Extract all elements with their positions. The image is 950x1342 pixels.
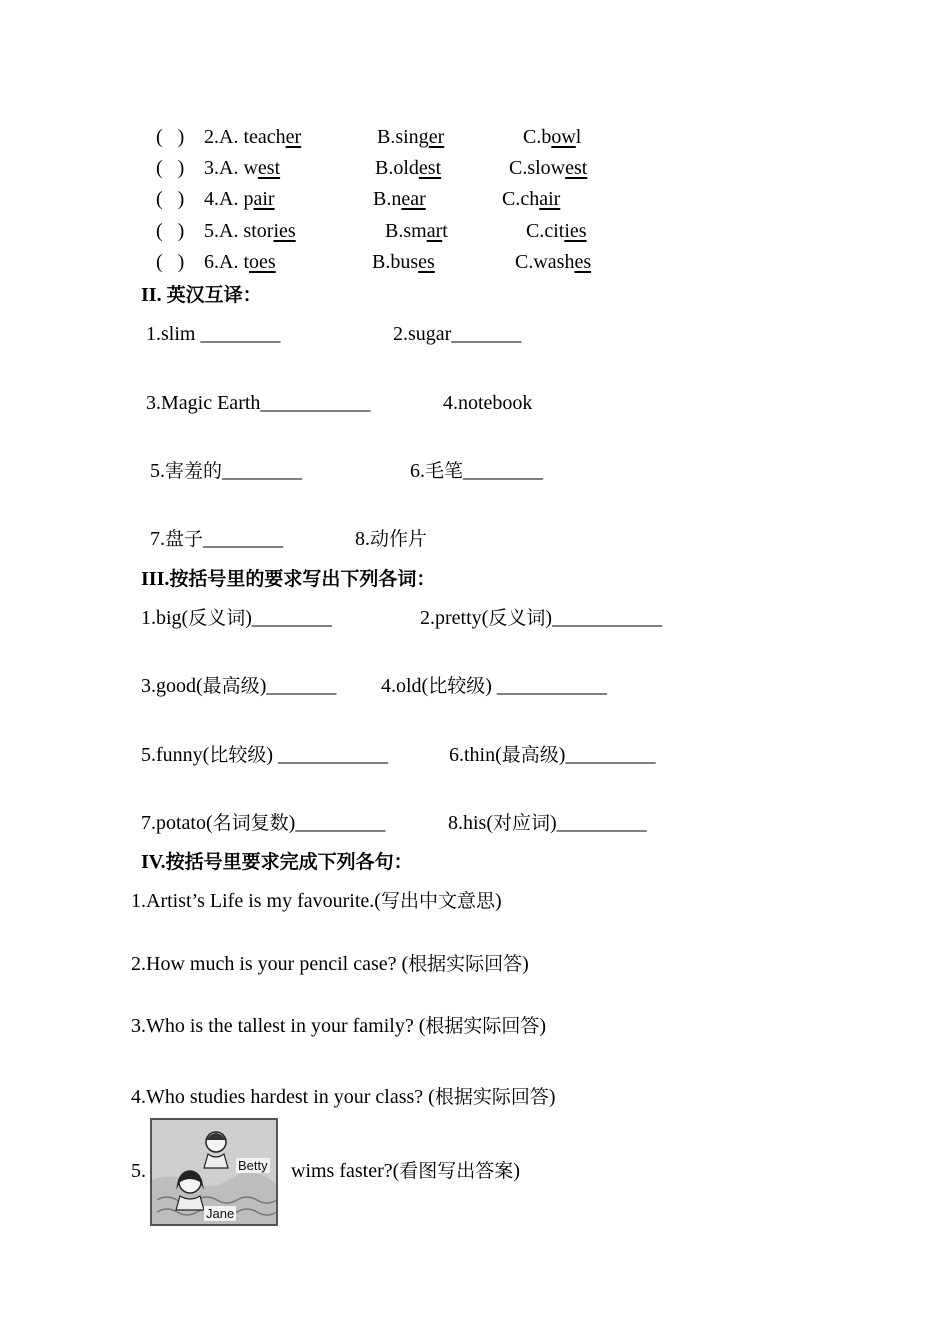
section-2-number: II. (141, 284, 167, 306)
sentence-text: 1.Artist’s Life is my favourite.( (131, 890, 381, 912)
question-number: 4.A. (204, 188, 244, 210)
word-form-requirement: 比较级 (209, 744, 267, 766)
section-3-heading (141, 567, 435, 591)
translate-item-4: 4.notebook (443, 392, 533, 414)
sentence-task (131, 889, 502, 913)
option-b-text: B.sm (385, 220, 427, 242)
option-c (502, 187, 560, 211)
label-betty: Betty (238, 1158, 268, 1173)
question-number: 5.A. (204, 220, 244, 242)
word-form-item (141, 743, 388, 767)
option-b-underlined: er (428, 126, 445, 148)
word-form-requirement: 名词复数 (212, 812, 289, 834)
sentence-task (131, 1085, 556, 1109)
word-form-requirement: 反义词 (188, 607, 246, 629)
sentence-instruction: 根据实际回答 (434, 1086, 549, 1108)
word-form-word: 5.funny( (141, 744, 210, 766)
option-c-underlined: ies (564, 220, 587, 242)
option-c-underlined: est (565, 157, 588, 179)
sentence-close: ) (548, 1086, 556, 1108)
translate-item-6 (410, 459, 543, 483)
section-2-heading (141, 283, 262, 307)
option-c (523, 125, 581, 149)
option-a-text: p (243, 188, 254, 210)
word-form-item (381, 674, 607, 698)
word-form-item (141, 674, 336, 698)
option-c-text: C.wash (515, 251, 575, 273)
item-8-chinese: 动作片 (370, 528, 428, 550)
answer-parentheses: ( ) (156, 188, 185, 210)
word-form-blank: )_________ (288, 812, 386, 834)
word-form-word: 2.pretty( (420, 607, 489, 629)
item-8-number: 8. (355, 528, 370, 550)
option-a-underlined: oes (249, 251, 276, 273)
word-form-item (448, 811, 647, 835)
option-b-text: B.old (375, 157, 419, 179)
sentence-close: ) (539, 1015, 547, 1037)
word-form-blank: )_________ (550, 812, 647, 834)
sentence-instruction: 根据实际回答 (408, 953, 523, 975)
word-form-blank: )_______ (259, 675, 337, 697)
question-number: 6.A. (204, 251, 244, 273)
option-b-text: B.sing (377, 126, 429, 148)
option-a (204, 219, 296, 243)
option-c (515, 250, 591, 274)
word-form-word: 7.potato( (141, 812, 213, 834)
section-4-number: IV. (141, 851, 166, 873)
word-form-blank: )___________ (545, 607, 662, 629)
sentence-close: ) (513, 1160, 520, 1182)
sentence-close: ) (522, 953, 529, 975)
item-6-blank: ________ (463, 460, 544, 482)
word-form-blank: )________ (245, 607, 332, 629)
word-form-item (141, 811, 385, 835)
word-form-word: 1.big( (141, 607, 189, 629)
option-c-text: C.ch (502, 188, 540, 210)
option-c (526, 219, 587, 243)
word-form-word: 3.good( (141, 675, 203, 697)
sentence-text: wims faster?( (291, 1160, 400, 1182)
option-a-underlined: er (285, 126, 302, 148)
sentence-instruction: 写出中文意思 (380, 890, 495, 912)
option-c-text: C.b (523, 126, 552, 148)
answer-parentheses: ( ) (156, 251, 185, 273)
section-4-title: 按括号里要求完成下列各句： (165, 851, 413, 873)
sentence-task (131, 1014, 546, 1038)
item-5-number: 5. (150, 460, 165, 482)
option-b (385, 219, 448, 243)
word-form-blank: ) ___________ (485, 675, 607, 697)
section-4-heading (141, 850, 413, 874)
item-5-chinese: 害羞的 (165, 460, 223, 482)
translate-item-7 (150, 527, 283, 551)
option-c-text: C.cit (526, 220, 565, 242)
option-a-text: t (243, 251, 250, 273)
sentence-task (131, 952, 529, 976)
item-7-chinese: 盘子 (165, 528, 204, 550)
option-b (373, 187, 426, 211)
option-a-underlined: ies (273, 220, 296, 242)
option-c-rest: l (575, 126, 582, 148)
item-7-blank: ________ (203, 528, 284, 550)
option-a-underlined: air (253, 188, 275, 210)
option-a (204, 156, 280, 180)
label-jane: Jane (206, 1206, 235, 1221)
word-form-requirement: 对应词 (493, 812, 551, 834)
option-b-underlined: ear (401, 188, 426, 210)
answer-parentheses: ( ) (156, 157, 185, 179)
section-3-number: III. (141, 568, 170, 590)
option-b (375, 156, 441, 180)
item-6-chinese: 毛笔 (425, 460, 464, 482)
item-7-number: 7. (150, 528, 165, 550)
translate-item-3: 3.Magic Earth___________ (146, 392, 371, 414)
translate-item-5 (150, 459, 302, 483)
sentence-instruction: 根据实际回答 (425, 1015, 540, 1037)
option-c (509, 156, 587, 180)
word-form-requirement: 反义词 (488, 607, 546, 629)
option-b-underlined: es (418, 251, 435, 273)
option-c-text: C.slow (509, 157, 566, 179)
sentence-close: ) (494, 890, 502, 912)
word-form-blank: ) ___________ (266, 744, 389, 766)
item-6-number: 6. (410, 460, 425, 482)
section-3-title: 按括号里的要求写出下列各词： (169, 568, 436, 590)
option-c-underlined: ow (551, 126, 576, 148)
word-form-requirement: 最高级 (501, 744, 559, 766)
word-form-word: 6.thin( (449, 744, 502, 766)
answer-parentheses: ( ) (156, 126, 185, 148)
option-b (377, 125, 444, 149)
option-b-underlined: ar (426, 220, 443, 242)
question-number: 3.A. (204, 157, 244, 179)
option-a (204, 187, 275, 211)
option-a-underlined: est (257, 157, 281, 179)
option-b-rest: t (442, 220, 448, 242)
option-a (204, 125, 301, 149)
option-b-text: B.n (373, 188, 402, 210)
option-c-underlined: air (539, 188, 561, 210)
sentence-text: 4.Who studies hardest in your class? ( (131, 1086, 435, 1108)
betty-jane-illustration (150, 1118, 278, 1226)
translate-item-2: 2.sugar_______ (393, 323, 522, 345)
word-form-blank: )_________ (558, 744, 656, 766)
word-form-word: 8.his( (448, 812, 493, 834)
word-form-word: 4.old( (381, 675, 429, 697)
option-a-text: teach (243, 126, 286, 148)
word-form-item (449, 743, 655, 767)
sentence-text: 3.Who is the tallest in your family? ( (131, 1015, 426, 1037)
item-5-blank: ________ (222, 460, 303, 482)
sentence-instruction: 看图写出答案 (399, 1160, 514, 1182)
answer-parentheses: ( ) (156, 220, 185, 242)
option-b (372, 250, 435, 274)
option-b-text: B.bus (372, 251, 419, 273)
word-form-item (141, 606, 332, 630)
option-a-text: stor (243, 220, 274, 242)
sentence-text: 2.How much is your pencil case? ( (131, 953, 409, 975)
translate-item-8 (355, 527, 427, 551)
option-a-text: w (243, 157, 258, 179)
question-number: 2.A. (204, 126, 244, 148)
word-form-requirement: 比较级 (428, 675, 486, 697)
option-b-underlined: est (418, 157, 442, 179)
word-form-requirement: 最高级 (202, 675, 260, 697)
option-a (204, 250, 276, 274)
section-2-title: 英汉互译： (166, 284, 262, 306)
sentence-number: 5. (131, 1160, 146, 1182)
option-c-underlined: es (574, 251, 592, 273)
word-form-item (420, 606, 662, 630)
translate-item-1: 1.slim ________ (146, 323, 281, 345)
